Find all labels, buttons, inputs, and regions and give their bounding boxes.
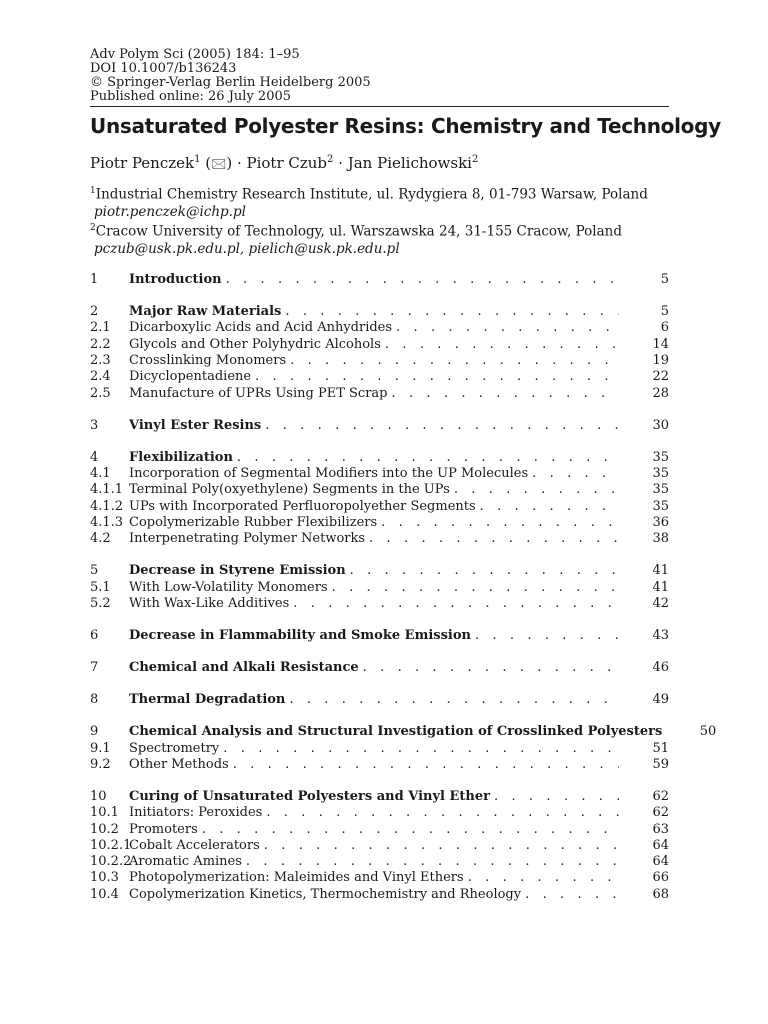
affiliation-text: Industrial Chemistry Research Institute, ul. Rydygiera 8, 01-793 Warsaw, Poland (95, 186, 648, 203)
toc-page-number: 41 (652, 579, 669, 595)
toc-section-number: 4 (90, 449, 99, 465)
toc-section-title: Decrease in Styrene Emission (129, 563, 346, 579)
toc-section-number: 4.1 (90, 466, 111, 482)
toc-leader-dots (480, 499, 619, 514)
toc-section-title: Crosslinking Monomers (129, 352, 287, 368)
toc-section-title: Thermal Degradation (129, 692, 286, 708)
toc-page-number: 41 (652, 563, 669, 579)
toc-entry[interactable] (90, 580, 669, 596)
toc-section-title: UPs with Incorporated Perfluoropolyether Segments (129, 498, 476, 514)
toc-leader-dots (285, 304, 619, 319)
toc-leader-dots (233, 757, 619, 772)
toc-page-number: 62 (652, 789, 669, 804)
toc-section-title: Copolymerization Kinetics, Thermochemistry and Rheology (129, 886, 522, 902)
toc-section-number: 4.1.1 (90, 482, 124, 498)
toc-entry[interactable] (90, 466, 669, 482)
toc-page-number: 62 (652, 805, 669, 821)
toc-page-number: 30 (652, 417, 669, 433)
toc-section-title: Copolymerizable Rubber Flexibilizers (129, 514, 378, 530)
toc-leader-dots (525, 887, 619, 902)
toc-entry[interactable] (90, 596, 669, 612)
toc-section-number: 9 (90, 724, 99, 740)
toc-leader-dots (264, 838, 619, 853)
toc-page-number: 43 (652, 628, 669, 644)
table-of-contents (90, 272, 717, 903)
toc-entry[interactable] (90, 822, 669, 838)
toc-page-number: 46 (652, 660, 669, 676)
journal-citation: Adv Polym Sci (2005) 184: 1–95 (90, 47, 300, 62)
toc-entry[interactable] (90, 337, 669, 353)
toc-page-number: 5 (660, 272, 669, 287)
toc-leader-dots (494, 789, 619, 804)
author-affiliation-mark: 2 (327, 154, 334, 165)
toc-section-title: Major Raw Materials (129, 304, 282, 320)
toc-page-number: 42 (652, 595, 669, 611)
toc-page-number: 35 (652, 498, 669, 514)
toc-leader-dots (290, 353, 619, 368)
toc-section-title: Manufacture of UPRs Using PET Scrap (129, 385, 388, 401)
toc-section-title: Other Methods (129, 756, 229, 772)
toc-section-title: Curing of Unsaturated Polyesters and Vinyl Ether (129, 789, 490, 804)
affiliation (90, 220, 622, 258)
toc-entry[interactable] (90, 272, 669, 288)
toc-leader-dots (468, 870, 619, 885)
toc-entry[interactable] (90, 499, 669, 515)
toc-entry[interactable] (90, 563, 669, 579)
toc-section-number: 5.2 (90, 595, 111, 611)
toc-leader-dots (369, 531, 619, 546)
toc-page-number: 6 (660, 320, 669, 336)
doi[interactable]: DOI 10.1007/b136243 (90, 61, 237, 76)
toc-section-number: 5.1 (90, 579, 111, 595)
toc-section-number: 2.5 (90, 385, 111, 401)
toc-page-number: 14 (652, 336, 669, 352)
toc-page-number: 66 (652, 870, 669, 886)
toc-entry[interactable] (90, 418, 669, 434)
toc-section-number: 9.1 (90, 740, 111, 756)
toc-page-number: 35 (652, 482, 669, 498)
toc-section-number: 10.4 (90, 886, 119, 902)
toc-section-number: 10.2.2 (90, 854, 132, 870)
toc-section-number: 2.3 (90, 352, 111, 368)
author-affiliation-mark: 2 (471, 154, 479, 165)
toc-entry[interactable] (90, 320, 669, 336)
toc-leader-dots (293, 596, 619, 611)
toc-leader-dots (246, 854, 619, 869)
toc-page-number: 59 (652, 756, 669, 772)
toc-leader-dots (350, 563, 619, 578)
envelope-icon[interactable]: 🖂 (211, 157, 227, 172)
toc-entry[interactable] (90, 515, 669, 531)
toc-section-number: 10.3 (90, 870, 119, 886)
toc-leader-dots (255, 369, 619, 384)
header-divider (90, 106, 669, 107)
toc-entry[interactable] (90, 789, 669, 805)
toc-section-number: 2.4 (90, 369, 111, 385)
toc-leader-dots (396, 320, 619, 335)
toc-entry[interactable] (90, 757, 669, 773)
toc-section-title: Incorporation of Segmental Modifiers into the UP Molecules (129, 466, 529, 482)
toc-section-title: Introduction (129, 272, 222, 287)
toc-section-title: With Low-Volatility Monomers (129, 579, 328, 595)
toc-leader-dots (454, 482, 619, 497)
toc-section-number: 2.1 (90, 320, 111, 336)
toc-leader-dots (475, 628, 619, 643)
paper-title: Unsaturated Polyester Resins: Chemistry and Technology (90, 114, 721, 138)
toc-section-title: Flexibilization (129, 449, 233, 465)
toc-section-number: 1 (90, 272, 99, 287)
affiliation-text: Cracow University of Technology, ul. Warszawska 24, 31-155 Cracow, Poland (95, 223, 622, 240)
toc-section-number: 2.2 (90, 336, 111, 352)
toc-entry[interactable] (90, 724, 717, 740)
toc-entry[interactable] (90, 660, 669, 676)
toc-entry[interactable] (90, 531, 669, 547)
affiliation (90, 183, 648, 221)
toc-leader-dots (223, 741, 619, 756)
toc-page-number: 68 (652, 886, 669, 902)
toc-section-number: 10.2 (90, 821, 119, 837)
toc-section-title: With Wax-Like Additives (129, 595, 290, 611)
toc-leader-dots (226, 272, 619, 287)
toc-section-number: 4.2 (90, 531, 111, 547)
toc-entry[interactable] (90, 805, 669, 821)
toc-section-title: Cobalt Accelerators (129, 837, 260, 853)
toc-page-number: 35 (652, 449, 669, 465)
toc-leader-dots (385, 337, 619, 352)
toc-section-number: 4.1.2 (90, 498, 124, 514)
toc-section-number: 10 (90, 789, 107, 804)
toc-section-title: Photopolymerization: Maleimides and Vinyl Ethers (129, 870, 464, 886)
email-link[interactable]: pczub@usk.pk.edu.pl, pielich@usk.pk.edu.pl (94, 240, 400, 257)
toc-entry[interactable] (90, 741, 669, 757)
author-list: Piotr Penczek$^1$ (🖂) · Piotr Czub$^2$ · Jan Pielichowski$^2$ (90, 154, 478, 177)
toc-section-title: Dicarboxylic Acids and Acid Anhydrides (129, 320, 393, 336)
toc-section-title: Interpenetrating Polymer Networks (129, 531, 366, 547)
toc-page-number: 38 (652, 531, 669, 547)
toc-page-number: 22 (652, 369, 669, 385)
toc-entry[interactable] (90, 838, 669, 854)
author-affiliation-mark: 1 (194, 154, 201, 165)
copyright: © Springer-Verlag Berlin Heidelberg 2005 (90, 75, 371, 90)
toc-page-number: 50 (699, 724, 717, 740)
toc-page-number: 64 (652, 837, 669, 853)
toc-section-title: Promoters (129, 821, 198, 837)
affiliation-mark: 2 (90, 223, 96, 233)
toc-page-number: 28 (652, 385, 669, 401)
toc-entry[interactable] (90, 692, 669, 708)
toc-entry[interactable] (90, 386, 669, 402)
toc-leader-dots (532, 466, 619, 481)
toc-section-title: Initiators: Peroxides (129, 805, 263, 821)
toc-page-number: 19 (652, 352, 669, 368)
toc-section-title: Glycols and Other Polyhydric Alcohols (129, 336, 381, 352)
publication-info (90, 48, 371, 104)
toc-section-title: Dicyclopentadiene (129, 369, 252, 385)
toc-page-number: 49 (652, 692, 669, 708)
toc-entry[interactable] (90, 450, 669, 466)
author-name: Piotr Penczek (90, 154, 195, 172)
toc-section-number: 10.1 (90, 805, 119, 821)
toc-leader-dots (332, 580, 619, 595)
toc-page-number: 63 (652, 821, 669, 837)
toc-entry[interactable] (90, 304, 669, 320)
email-link[interactable]: piotr.penczek@ichp.pl (94, 203, 246, 220)
toc-page-number: 36 (652, 514, 669, 530)
author-name: Piotr Czub (246, 154, 328, 172)
author-name: Jan Pielichowski (347, 154, 472, 172)
affiliation-mark: 1 (90, 186, 96, 196)
toc-leader-dots (381, 515, 619, 530)
toc-entry[interactable] (90, 482, 669, 498)
toc-page-number: 35 (652, 466, 669, 482)
toc-leader-dots (363, 660, 619, 675)
toc-section-number: 7 (90, 660, 99, 676)
toc-section-title: Vinyl Ester Resins (129, 417, 262, 433)
toc-section-number: 4.1.3 (90, 514, 124, 530)
toc-leader-dots (391, 386, 619, 401)
toc-entry[interactable] (90, 854, 669, 870)
toc-entry[interactable] (90, 353, 669, 369)
toc-section-title: Chemical Analysis and Structural Investigation of Crosslinked Polyesters (129, 724, 663, 740)
toc-section-number: 2 (90, 304, 99, 320)
toc-leader-dots (289, 692, 619, 707)
toc-leader-dots (202, 822, 619, 837)
toc-entry[interactable] (90, 870, 669, 886)
toc-section-number: 8 (90, 692, 99, 708)
toc-section-number: 9.2 (90, 756, 111, 772)
toc-leader-dots (266, 805, 619, 820)
toc-page-number: 64 (652, 854, 669, 870)
toc-section-title: Aromatic Amines (129, 854, 242, 870)
toc-entry[interactable] (90, 628, 669, 644)
toc-section-number: 5 (90, 563, 99, 579)
toc-entry[interactable] (90, 369, 669, 385)
toc-entry[interactable] (90, 887, 669, 903)
toc-section-title: Spectrometry (129, 740, 220, 756)
toc-section-title: Decrease in Flammability and Smoke Emission (129, 628, 471, 644)
toc-page-number: 5 (660, 304, 669, 320)
toc-section-title: Chemical and Alkali Resistance (129, 660, 359, 676)
toc-section-number: 3 (90, 417, 99, 433)
toc-leader-dots (237, 450, 619, 465)
published-date: Published online: 26 July 2005 (90, 89, 292, 104)
toc-section-number: 10.2.1 (90, 837, 132, 853)
toc-section-number: 6 (90, 628, 99, 644)
toc-section-title: Terminal Poly(oxyethylene) Segments in the UPs (129, 482, 450, 498)
toc-leader-dots (265, 418, 619, 433)
toc-page-number: 51 (652, 740, 669, 756)
